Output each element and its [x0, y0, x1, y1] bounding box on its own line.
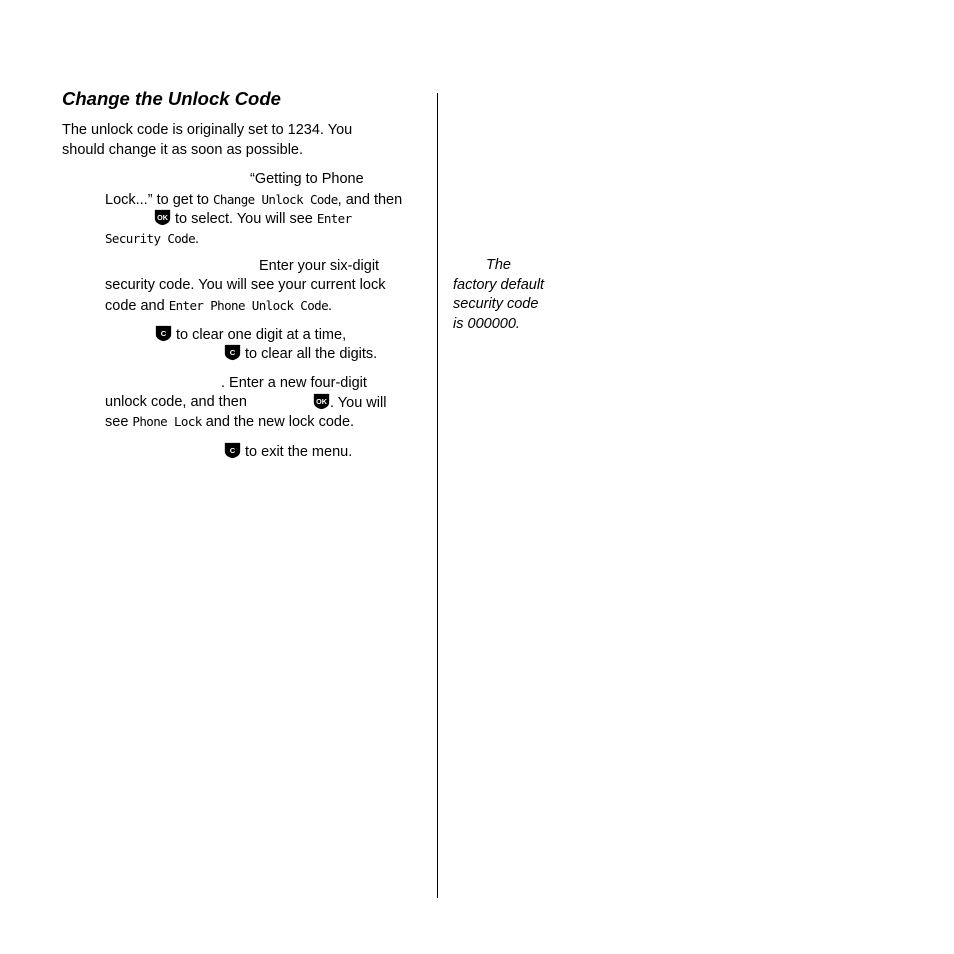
note-line-2: factory default [453, 276, 545, 293]
clear-key-label: C [229, 445, 236, 455]
step4-line-2 [105, 393, 247, 413]
note-line-3: security code [453, 296, 539, 312]
note-line-1: The [486, 257, 511, 273]
step2-text-a: code and [105, 297, 169, 314]
step4-line-3 [105, 412, 354, 433]
ok-key-label: OK [157, 213, 168, 223]
note-line-4: is 000000. [453, 315, 520, 332]
step1-text-a: Lock...” to get to [105, 191, 213, 208]
step4-line-2b [313, 393, 386, 414]
column-divider [437, 93, 438, 898]
step2-line-3 [105, 296, 332, 317]
step5-text-a: to exit the menu. [241, 443, 353, 460]
step4-line-1: . Enter a new four-digit [221, 374, 367, 391]
step2-text-b: . [328, 297, 333, 314]
step2-line-2: security code. You will see your current lock [105, 277, 386, 293]
step1-line-1: “Getting to Phone [250, 171, 364, 187]
step3-text-a: to clear one digit at a time, [172, 326, 347, 343]
side-note [453, 256, 544, 334]
step1-line-4 [105, 229, 199, 250]
ok-key-icon [154, 209, 171, 226]
step4-text-a: unlock code, and then [105, 394, 247, 410]
lcd-phone-lock: Phone Lock [132, 414, 202, 429]
clear-key-icon [155, 325, 172, 342]
lcd-enter: Enter [316, 211, 352, 226]
step4-text-c: see [105, 414, 133, 430]
clear-key-icon [224, 344, 241, 361]
step3-text-b: to clear all the digits. [241, 346, 378, 362]
step5-line-1 [224, 442, 352, 463]
lcd-enter-phone-unlock-code: Enter Phone Unlock Code [168, 297, 328, 313]
clear-key-label: C [229, 348, 236, 358]
step4-text-d: and the new lock code. [201, 414, 355, 430]
step3-line-2 [224, 344, 377, 365]
ok-key-label: OK [316, 397, 327, 407]
page-title: Change the Unlock Code [62, 88, 281, 109]
ok-key-icon [313, 393, 330, 410]
step1-text-d: . [195, 230, 200, 247]
step1-text-c: to select. You will see [171, 211, 317, 227]
lcd-change-unlock-code: Change Unlock Code [213, 191, 338, 207]
step1-line-3 [154, 209, 352, 230]
step1-line-2 [105, 190, 402, 211]
lcd-security-code: Security Code [105, 230, 196, 246]
clear-key-icon [224, 442, 241, 459]
step2-line-1: Enter your six-digit [259, 257, 380, 274]
clear-key-label: C [160, 328, 167, 338]
step1-text-b: , and then [337, 191, 403, 208]
step3-line-1 [155, 325, 346, 346]
step4-text-b: . You will [330, 395, 387, 411]
intro-line-2: should change it as soon as possible. [62, 141, 304, 158]
intro-line-1: The unlock code is originally set to 1234. You [62, 122, 353, 138]
